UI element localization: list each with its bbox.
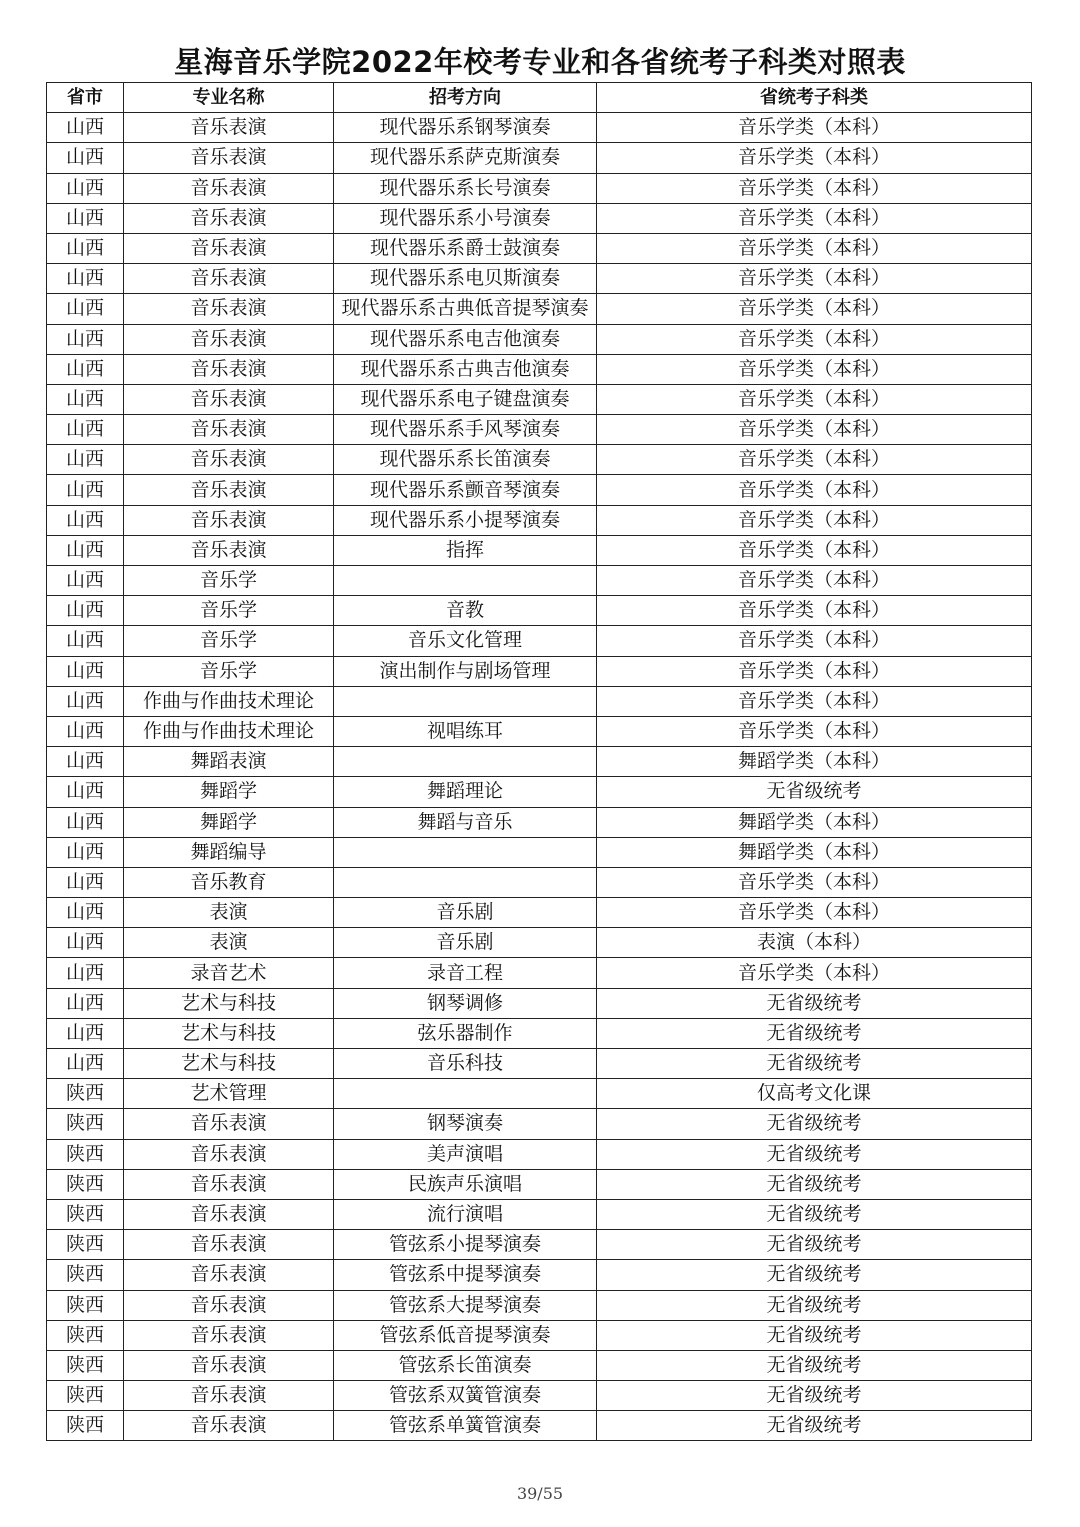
cell-exam-category: 音乐学类（本科） [597,505,1032,535]
cell-major-name: 录音艺术 [124,958,334,988]
cell-major-name: 音乐表演 [124,445,334,475]
cell-direction: 音乐科技 [334,1049,597,1079]
table-row [47,1350,1032,1380]
table-header-row [47,83,1032,113]
cell-province: 山西 [47,1049,124,1079]
cell-direction: 钢琴调修 [334,988,597,1018]
table-row [47,867,1032,897]
cell-major-name: 舞蹈学 [124,807,334,837]
cell-province: 山西 [47,1018,124,1048]
cell-direction: 流行演唱 [334,1199,597,1229]
cell-province: 陕西 [47,1411,124,1441]
table-row [47,505,1032,535]
cell-exam-category: 无省级统考 [597,1411,1032,1441]
cell-major-name: 音乐表演 [124,354,334,384]
cell-direction: 现代器乐系长号演奏 [334,173,597,203]
cell-province: 陕西 [47,1139,124,1169]
cell-province: 山西 [47,988,124,1018]
header-exam-category: 省统考子科类 [597,83,1032,113]
cell-major-name: 音乐教育 [124,867,334,897]
table-body [47,113,1032,1441]
cell-exam-category: 音乐学类（本科） [597,143,1032,173]
cell-major-name: 音乐表演 [124,535,334,565]
cell-exam-category: 无省级统考 [597,1230,1032,1260]
cell-exam-category: 无省级统考 [597,1350,1032,1380]
cell-exam-category: 音乐学类（本科） [597,173,1032,203]
cell-province: 山西 [47,415,124,445]
cell-direction: 管弦系中提琴演奏 [334,1260,597,1290]
cell-direction: 现代器乐系电贝斯演奏 [334,264,597,294]
cell-exam-category: 无省级统考 [597,1199,1032,1229]
table-row [47,566,1032,596]
cell-exam-category: 无省级统考 [597,1381,1032,1411]
cell-direction: 音乐剧 [334,928,597,958]
cell-major-name: 音乐表演 [124,1350,334,1380]
cell-exam-category: 无省级统考 [597,1139,1032,1169]
cell-province: 山西 [47,475,124,505]
cell-major-name: 艺术与科技 [124,988,334,1018]
cell-province: 陕西 [47,1350,124,1380]
cell-major-name: 音乐表演 [124,1199,334,1229]
table-row [47,1230,1032,1260]
table-row [47,837,1032,867]
cell-exam-category: 音乐学类（本科） [597,294,1032,324]
cell-exam-category: 音乐学类（本科） [597,596,1032,626]
table-row [47,928,1032,958]
cell-major-name: 音乐表演 [124,475,334,505]
cell-province: 山西 [47,716,124,746]
cell-direction: 现代器乐系小提琴演奏 [334,505,597,535]
cell-major-name: 艺术与科技 [124,1049,334,1079]
cell-major-name: 音乐学 [124,626,334,656]
cell-direction: 现代器乐系手风琴演奏 [334,415,597,445]
cell-exam-category: 无省级统考 [597,1260,1032,1290]
cell-major-name: 音乐表演 [124,1169,334,1199]
cell-province: 陕西 [47,1381,124,1411]
cell-exam-category: 舞蹈学类（本科） [597,807,1032,837]
cell-major-name: 舞蹈表演 [124,747,334,777]
cell-exam-category: 舞蹈学类（本科） [597,837,1032,867]
cell-major-name: 音乐表演 [124,264,334,294]
table-row [47,415,1032,445]
cell-major-name: 表演 [124,898,334,928]
cell-exam-category: 无省级统考 [597,1320,1032,1350]
header-province: 省市 [47,83,124,113]
cell-direction: 现代器乐系爵士鼓演奏 [334,233,597,263]
cell-province: 陕西 [47,1290,124,1320]
table-row [47,596,1032,626]
cell-major-name: 音乐学 [124,596,334,626]
cell-direction: 管弦系小提琴演奏 [334,1230,597,1260]
cell-major-name: 音乐表演 [124,1290,334,1320]
cell-major-name: 音乐表演 [124,415,334,445]
cell-major-name: 作曲与作曲技术理论 [124,716,334,746]
cell-province: 山西 [47,294,124,324]
cell-major-name: 音乐表演 [124,1260,334,1290]
cell-direction: 现代器乐系电吉他演奏 [334,324,597,354]
cell-exam-category: 音乐学类（本科） [597,264,1032,294]
table-row [47,354,1032,384]
table-row [47,716,1032,746]
cell-exam-category: 音乐学类（本科） [597,958,1032,988]
cell-direction: 现代器乐系长笛演奏 [334,445,597,475]
table-row [47,1411,1032,1441]
table-row [47,324,1032,354]
cell-exam-category: 音乐学类（本科） [597,898,1032,928]
table-row [47,958,1032,988]
cell-exam-category: 音乐学类（本科） [597,686,1032,716]
cell-direction: 管弦系低音提琴演奏 [334,1320,597,1350]
cell-direction: 现代器乐系电子键盘演奏 [334,384,597,414]
table-row [47,898,1032,928]
cell-major-name: 音乐表演 [124,143,334,173]
cell-major-name: 音乐表演 [124,1139,334,1169]
cell-direction: 钢琴演奏 [334,1109,597,1139]
cell-direction: 弦乐器制作 [334,1018,597,1048]
cell-exam-category: 无省级统考 [597,1049,1032,1079]
table-row [47,294,1032,324]
cell-direction: 管弦系单簧管演奏 [334,1411,597,1441]
table-row [47,384,1032,414]
comparison-table [46,82,1032,1441]
table-row [47,113,1032,143]
cell-major-name: 作曲与作曲技术理论 [124,686,334,716]
cell-exam-category: 音乐学类（本科） [597,324,1032,354]
cell-major-name: 音乐表演 [124,1381,334,1411]
cell-province: 山西 [47,113,124,143]
table-row [47,233,1032,263]
cell-exam-category: 音乐学类（本科） [597,415,1032,445]
cell-major-name: 舞蹈编导 [124,837,334,867]
header-major-name: 专业名称 [124,83,334,113]
cell-exam-category: 音乐学类（本科） [597,203,1032,233]
cell-province: 山西 [47,837,124,867]
cell-exam-category: 音乐学类（本科） [597,566,1032,596]
table-row [47,445,1032,475]
page-number: 39/55 [516,1484,564,1503]
cell-exam-category: 音乐学类（本科） [597,233,1032,263]
cell-direction: 民族声乐演唱 [334,1169,597,1199]
cell-exam-category: 音乐学类（本科） [597,626,1032,656]
cell-direction: 演出制作与剧场管理 [334,656,597,686]
cell-province: 山西 [47,203,124,233]
cell-major-name: 音乐表演 [124,324,334,354]
cell-province: 山西 [47,445,124,475]
cell-direction: 音乐剧 [334,898,597,928]
table-row [47,1199,1032,1229]
cell-exam-category: 舞蹈学类（本科） [597,747,1032,777]
cell-major-name: 音乐表演 [124,1320,334,1350]
cell-exam-category: 音乐学类（本科） [597,445,1032,475]
cell-direction: 舞蹈与音乐 [334,807,597,837]
cell-province: 山西 [47,626,124,656]
cell-province: 山西 [47,143,124,173]
cell-direction [334,867,597,897]
cell-province: 山西 [47,777,124,807]
cell-major-name: 音乐表演 [124,233,334,263]
table-row [47,173,1032,203]
table-row [47,1290,1032,1320]
table-row [47,203,1032,233]
table-row [47,1079,1032,1109]
cell-province: 陕西 [47,1169,124,1199]
cell-exam-category: 表演（本科） [597,928,1032,958]
cell-direction: 现代器乐系古典低音提琴演奏 [334,294,597,324]
cell-exam-category: 音乐学类（本科） [597,716,1032,746]
cell-major-name: 音乐表演 [124,173,334,203]
cell-direction [334,686,597,716]
cell-province: 山西 [47,747,124,777]
table-row [47,1109,1032,1139]
cell-direction: 现代器乐系颤音琴演奏 [334,475,597,505]
page-title: 星海音乐学院2022年校考专业和各省统考子科类对照表 [174,45,906,79]
table-row [47,988,1032,1018]
cell-direction: 管弦系长笛演奏 [334,1350,597,1380]
cell-exam-category: 音乐学类（本科） [597,113,1032,143]
table-row [47,626,1032,656]
table-row [47,686,1032,716]
cell-direction: 现代器乐系古典吉他演奏 [334,354,597,384]
cell-major-name: 表演 [124,928,334,958]
cell-major-name: 音乐表演 [124,1109,334,1139]
cell-major-name: 音乐表演 [124,203,334,233]
cell-exam-category: 仅高考文化课 [597,1079,1032,1109]
table-row [47,747,1032,777]
table-row [47,777,1032,807]
table-row [47,143,1032,173]
table-row [47,264,1032,294]
cell-major-name: 音乐表演 [124,1230,334,1260]
cell-exam-category: 无省级统考 [597,777,1032,807]
cell-province: 山西 [47,233,124,263]
cell-province: 山西 [47,384,124,414]
cell-major-name: 音乐学 [124,566,334,596]
cell-province: 陕西 [47,1320,124,1350]
cell-province: 山西 [47,898,124,928]
table-row [47,475,1032,505]
table-row [47,1018,1032,1048]
table-row [47,807,1032,837]
cell-exam-category: 音乐学类（本科） [597,867,1032,897]
cell-province: 山西 [47,264,124,294]
cell-exam-category: 音乐学类（本科） [597,475,1032,505]
cell-direction [334,837,597,867]
cell-major-name: 音乐表演 [124,294,334,324]
cell-direction [334,1079,597,1109]
cell-exam-category: 无省级统考 [597,1018,1032,1048]
cell-major-name: 音乐表演 [124,384,334,414]
cell-direction: 美声演唱 [334,1139,597,1169]
cell-province: 山西 [47,596,124,626]
cell-province: 陕西 [47,1230,124,1260]
cell-direction: 录音工程 [334,958,597,988]
cell-major-name: 音乐表演 [124,505,334,535]
cell-direction: 舞蹈理论 [334,777,597,807]
cell-direction: 管弦系大提琴演奏 [334,1290,597,1320]
table-row [47,1049,1032,1079]
cell-province: 山西 [47,354,124,384]
cell-major-name: 音乐学 [124,656,334,686]
cell-major-name: 艺术与科技 [124,1018,334,1048]
cell-major-name: 音乐表演 [124,113,334,143]
cell-direction: 指挥 [334,535,597,565]
cell-province: 山西 [47,505,124,535]
cell-province: 山西 [47,173,124,203]
cell-exam-category: 音乐学类（本科） [597,656,1032,686]
cell-direction: 视唱练耳 [334,716,597,746]
cell-direction [334,566,597,596]
cell-major-name: 舞蹈学 [124,777,334,807]
table-row [47,656,1032,686]
cell-exam-category: 无省级统考 [597,988,1032,1018]
cell-province: 山西 [47,535,124,565]
table-row [47,535,1032,565]
cell-province: 山西 [47,656,124,686]
cell-direction: 现代器乐系萨克斯演奏 [334,143,597,173]
cell-direction: 现代器乐系钢琴演奏 [334,113,597,143]
cell-province: 山西 [47,686,124,716]
table-row [47,1381,1032,1411]
table-row [47,1260,1032,1290]
cell-province: 山西 [47,867,124,897]
cell-direction: 管弦系双簧管演奏 [334,1381,597,1411]
cell-major-name: 艺术管理 [124,1079,334,1109]
cell-direction: 现代器乐系小号演奏 [334,203,597,233]
header-direction: 招考方向 [334,83,597,113]
cell-direction [334,747,597,777]
cell-province: 山西 [47,807,124,837]
cell-province: 山西 [47,566,124,596]
cell-direction: 音乐文化管理 [334,626,597,656]
cell-province: 陕西 [47,1260,124,1290]
table-row [47,1169,1032,1199]
cell-exam-category: 音乐学类（本科） [597,535,1032,565]
cell-exam-category: 无省级统考 [597,1109,1032,1139]
cell-province: 山西 [47,958,124,988]
table-row [47,1139,1032,1169]
cell-province: 陕西 [47,1109,124,1139]
table-row [47,1320,1032,1350]
cell-province: 陕西 [47,1079,124,1109]
cell-province: 陕西 [47,1199,124,1229]
cell-exam-category: 无省级统考 [597,1169,1032,1199]
cell-exam-category: 无省级统考 [597,1290,1032,1320]
cell-province: 山西 [47,928,124,958]
cell-direction: 音教 [334,596,597,626]
cell-exam-category: 音乐学类（本科） [597,384,1032,414]
cell-exam-category: 音乐学类（本科） [597,354,1032,384]
cell-major-name: 音乐表演 [124,1411,334,1441]
cell-province: 山西 [47,324,124,354]
